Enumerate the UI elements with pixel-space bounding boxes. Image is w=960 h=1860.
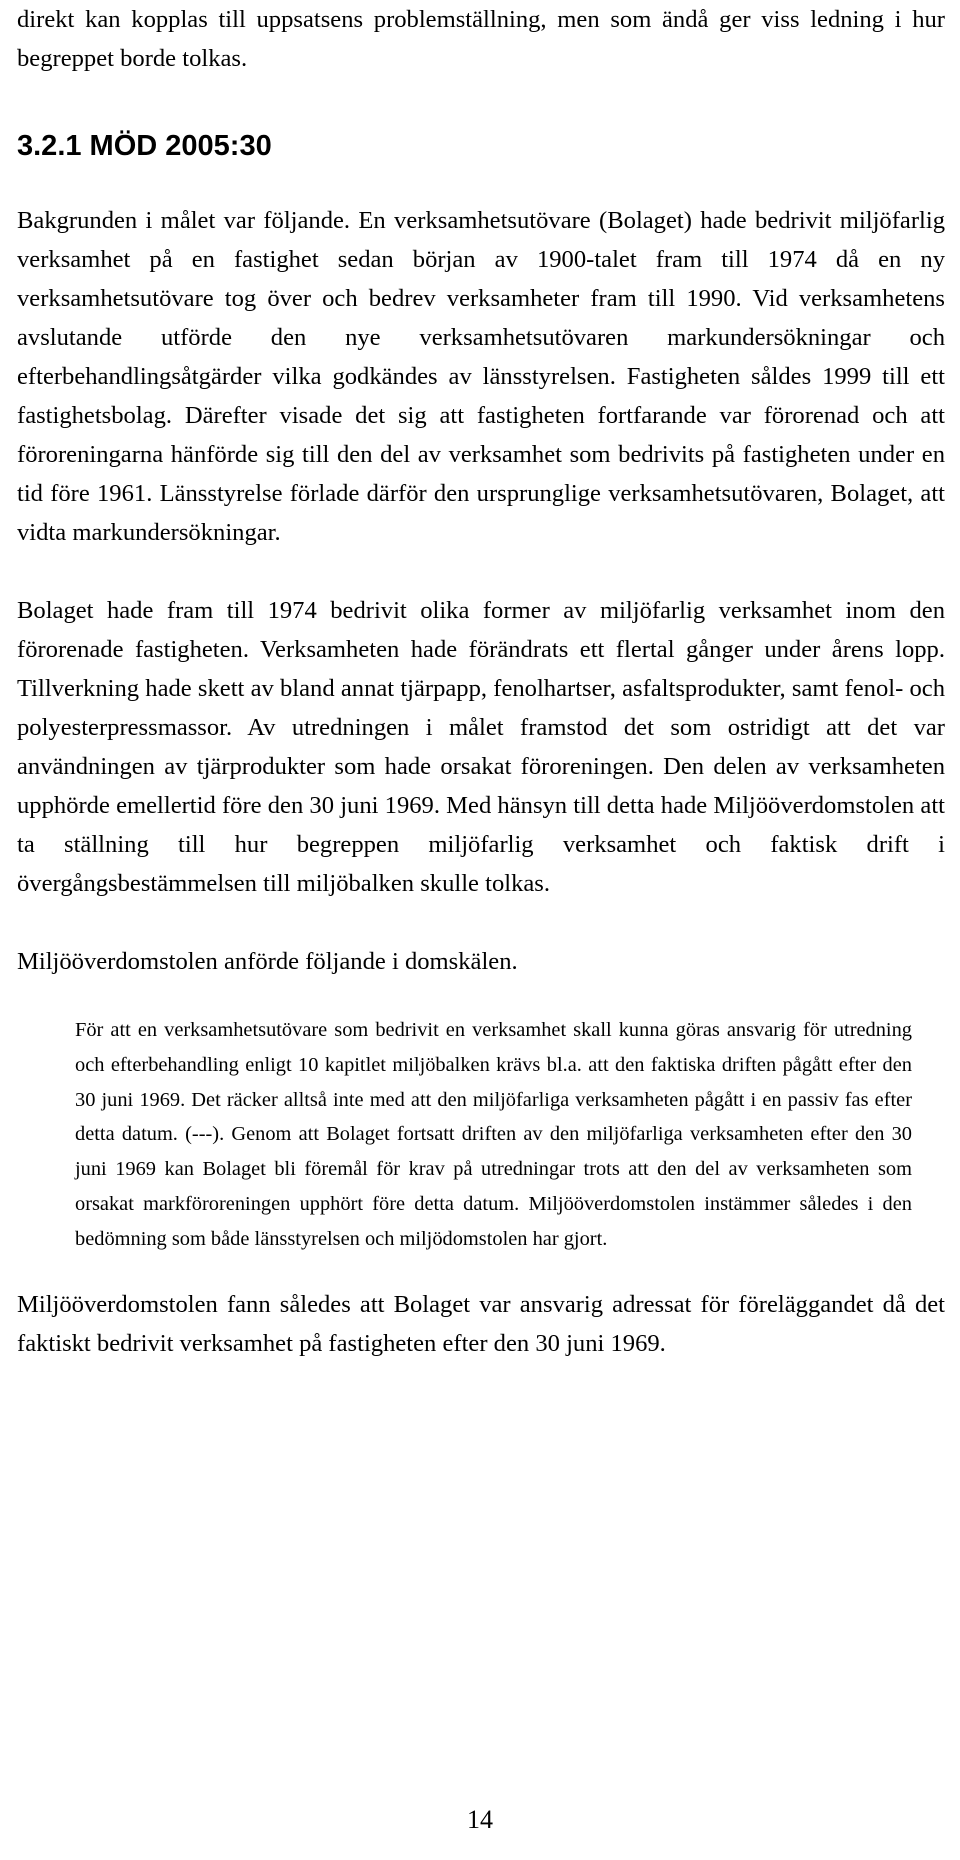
page-content (17, 0, 945, 1363)
court-quote: För att en verksamhetsutövare som bedrivit en verksamhet skall kunna göras ansvarig för utredning och efterbehandling enligt 10 kapitlet miljöbalken krävs bl.a. att den faktiska driften pågått efter den 30 juni 1969. Det räcker alltså inte med att den miljöfarliga verksamheten pågått i en passiv fas efter detta datum. (---). Genom att Bolaget fortsatt driften av den miljöfarliga verksamheten efter den 30 juni 1969 kan Bolaget bli föremål för krav på utredningar trots att den del av verksamheten som orsakat markföroreningen upphört före detta datum. Miljööverdomstolen instämmer således i den bedömning som både länsstyrelsen och miljödomstolen har gjort. (75, 1019, 912, 1250)
intro-paragraph: direkt kan kopplas till uppsatsens problemställning, men som ändå ger viss ledning i hur begreppet borde tolkas. (17, 6, 945, 72)
conclusion-paragraph: Miljööverdomstolen fann således att Bolaget var ansvarig adressat för föreläggandet då det faktiskt bedrivit verksamhet på fastigheten efter den 30 juni 1969. (17, 1290, 945, 1357)
page-number: 14 (467, 1805, 493, 1834)
section-heading: 3.2.1 MÖD 2005:30 (17, 130, 272, 162)
background-paragraph: Bakgrunden i målet var följande. En verksamhetsutövare (Bolaget) hade bedrivit miljöfarlig verksamhet på en fastighet sedan början av 1900-talet fram till 1974 då en ny verksamhetsutövare tog över och bedrev verksamheter fram till 1990. Vid verksamhetens avslutande utförde den nye verksamhetsutövaren markundersökningar och efterbehandlingsåtgärder vilka godkändes av länsstyrelsen. Fastigheten såldes 1999 till ett fastighetsbolag. Därefter visade det sig att fastigheten fortfarande var förorenad och att föroreningarna hänförde sig till den del av verksamhet som bedrivits på fastigheten under en tid före 1961. Länsstyrelse förlade därför den ursprunglige verksamhetsutövaren, Bolaget, att vidta markundersökningar. (17, 207, 945, 546)
company-paragraph: Bolaget hade fram till 1974 bedrivit olika former av miljöfarlig verksamhet inom den förorenade fastigheten. Verksamheten hade förändrats ett flertal gånger under årens lopp. Tillverkning hade skett av bland annat tjärpapp, fenolhartser, asfaltsprodukter, samt fenol- och polyesterpressmassor. Av utredningen i målet framstod det som ostridigt att det var användningen av tjärprodukter som hade orsakat föroreningen. Den delen av verksamheten upphörde emellertid före den 30 juni 1969. Med hänsyn till detta hade Miljööverdomstolen att ta ställning till hur begreppen miljöfarlig verksamhet och faktisk drift i övergångsbestämmelsen till miljöbalken skulle tolkas. (17, 597, 945, 897)
court-intro-paragraph: Miljööverdomstolen anförde följande i domskälen. (17, 948, 518, 975)
